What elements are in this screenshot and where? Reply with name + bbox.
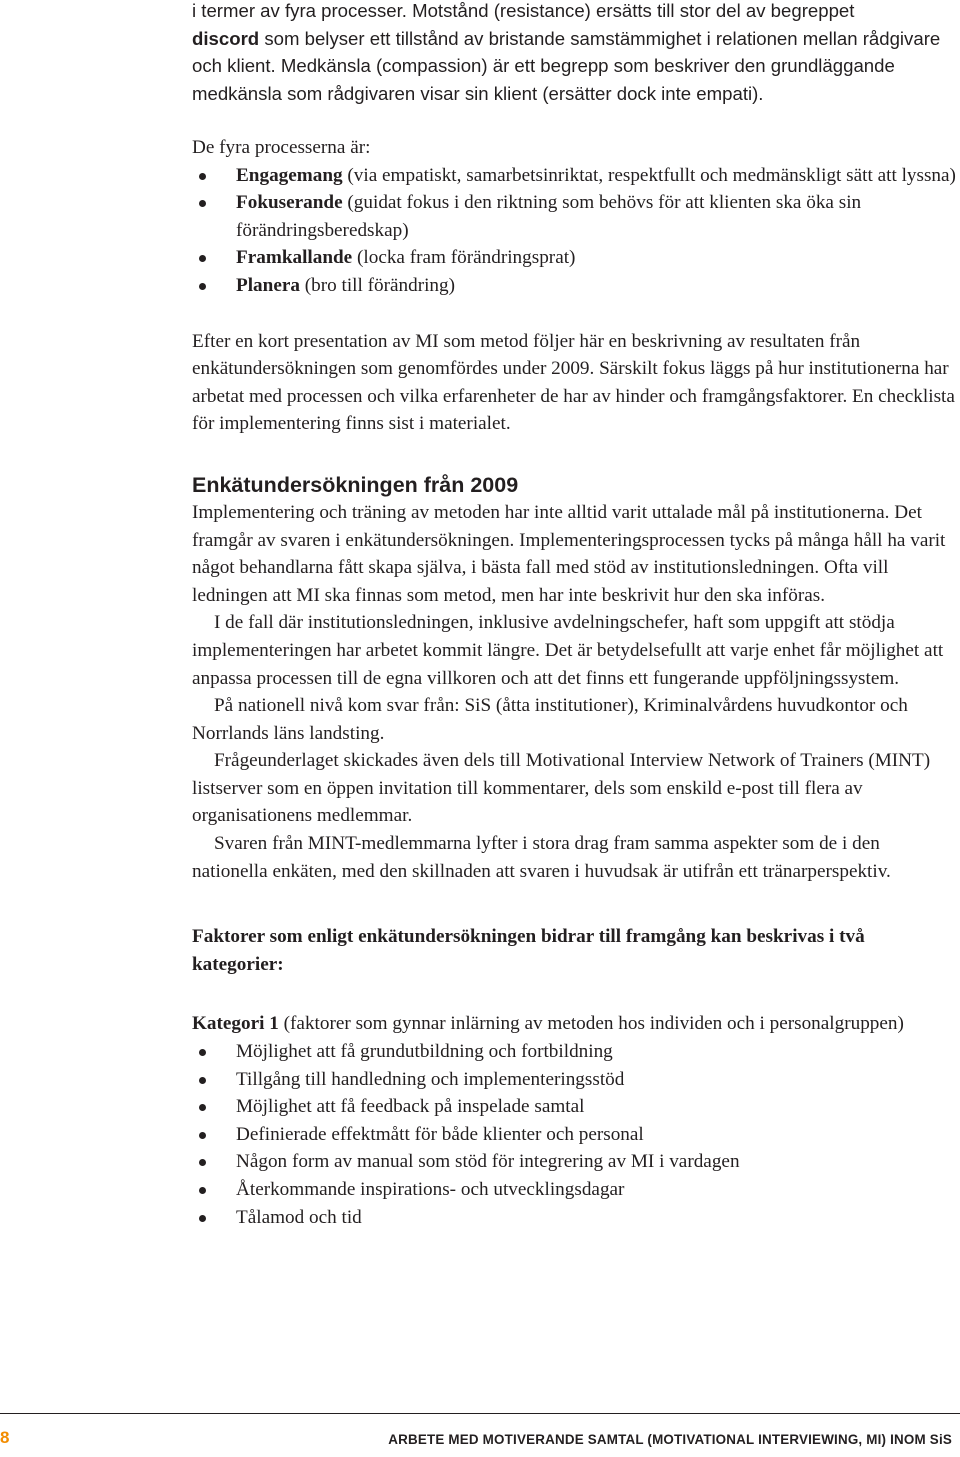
list-item (192, 272, 958, 300)
list-item: Någon form av manual som stöd för integrering av MI i vardagen (192, 1148, 958, 1176)
list-item: Möjlighet att få feedback på inspelade samtal (192, 1093, 958, 1121)
list-item: Möjlighet att få grundutbildning och fortbildning (192, 1038, 958, 1066)
survey-paragraph: Frågeunderlaget skickades även dels till Motivational Interview Network of Trainers (MINT) listserver som en öppen invitation till kommentarer, dels som enskild e-post till flera av organisationens medlemmar. (192, 750, 931, 827)
category-1-label: Kategori 1 (192, 1013, 279, 1035)
after-presentation-paragraph: Efter en kort presentation av MI som metod följer här en beskrivning av resultaten från enkätundersökningen som genomfördes under 2009. Särskilt fokus läggs på hur institutionerna har arbetat med processen och vilka erfarenheter de har av hinder och framgångsfaktorer. En checklista för implementering finns sist i materialet. (192, 330, 955, 435)
list-item (192, 162, 958, 190)
intro-text-rest: som belyser ett tillstånd av bristande samstämmighet i relationen mellan rådgivare och klient. Medkänsla (compassion) är ett begrepp som beskriver den grundläggande medkänsla som rådgivaren visar sin klient (ersätter dock inte empati). (192, 27, 941, 104)
category-1-desc: (faktorer som gynnar inlärning av metoden hos individen och i personalgruppen) (278, 1013, 904, 1035)
list-item-term: Engagemang (236, 164, 343, 186)
processes-list (192, 162, 958, 300)
processes-lead: De fyra processerna är: (192, 137, 371, 158)
list-item-desc: (bro till förändring) (299, 274, 456, 296)
list-item-term: Framkallande (236, 247, 353, 269)
survey-paragraph: På nationell nivå kom svar från: SiS (åtta institutioner), Kriminalvårdens huvudkontor och Norrlands läns landsting. (192, 695, 908, 744)
survey-heading: Enkätundersökningen från 2009 (192, 472, 519, 497)
discord-term: discord (192, 27, 260, 49)
list-item-desc: (locka fram förändringsprat) (352, 247, 576, 269)
main-text-column (192, 0, 958, 1231)
footer-divider (0, 1413, 960, 1414)
list-item: Tillgång till handledning och implementeringsstöd (192, 1066, 958, 1094)
survey-paragraph: I de fall där institutionsledningen, inklusive avdelningschefer, haft som uppgift att stödja implementeringen har arbetet kommit längre. Det är betydelsefullt att varje enhet får möjlighet att anpassa processen till de egna villkoren och att det finns ett fungerande uppföljningssystem. (192, 612, 944, 689)
list-item-desc: (guidat fokus i den riktning som behövs för att klienten ska öka sin förändringsberedskap) (236, 192, 862, 241)
list-item-term: Planera (236, 274, 300, 296)
survey-paragraph: Implementering och träning av metoden har inte alltid varit uttalade mål på institutionerna. Det framgår av svaren i enkätundersökningen. Implementeringsprocessen tycks på många håll ha varit något behandlarna fått skapa själva, i bästa fall med stöd av institutionsledningen. Ofta vill ledningen att MI ska finnas som metod, men har inte beskrivit hur den ska införas. (192, 501, 946, 606)
intro-paragraph (192, 0, 958, 107)
factors-heading: Faktorer som enligt enkätundersökningen bidrar till framgång kan beskrivas i två kategorier: (192, 926, 865, 975)
survey-paragraph: Svaren från MINT-medlemmarna lyfter i stora drag fram samma aspekter som de i den nationella enkäten, med den skillnaden att svaren i huvudsak är utifrån ett tränarperspektiv. (192, 833, 891, 882)
list-item-desc: (via empatiskt, samarbetsinriktat, respektfullt och medmänskligt sätt att lyssna) (342, 164, 956, 186)
category-1-intro (192, 1010, 958, 1038)
running-title: ARBETE MED MOTIVERANDE SAMTAL (MOTIVATIONAL INTERVIEWING, MI) INOM SiS (388, 1432, 952, 1447)
page-number: 8 (0, 1428, 10, 1447)
list-item-term: Fokuserande (236, 192, 343, 214)
intro-text: i termer av fyra processer. Motstånd (resistance) ersätts till stor del av begreppet (192, 0, 855, 21)
category-1-list (192, 1038, 958, 1231)
list-item: Återkommande inspirations- och utvecklingsdagar (192, 1176, 958, 1204)
list-item: Tålamod och tid (192, 1204, 958, 1232)
list-item (192, 189, 958, 244)
list-item: Definierade effektmått för både klienter och personal (192, 1121, 958, 1149)
list-item (192, 244, 958, 272)
